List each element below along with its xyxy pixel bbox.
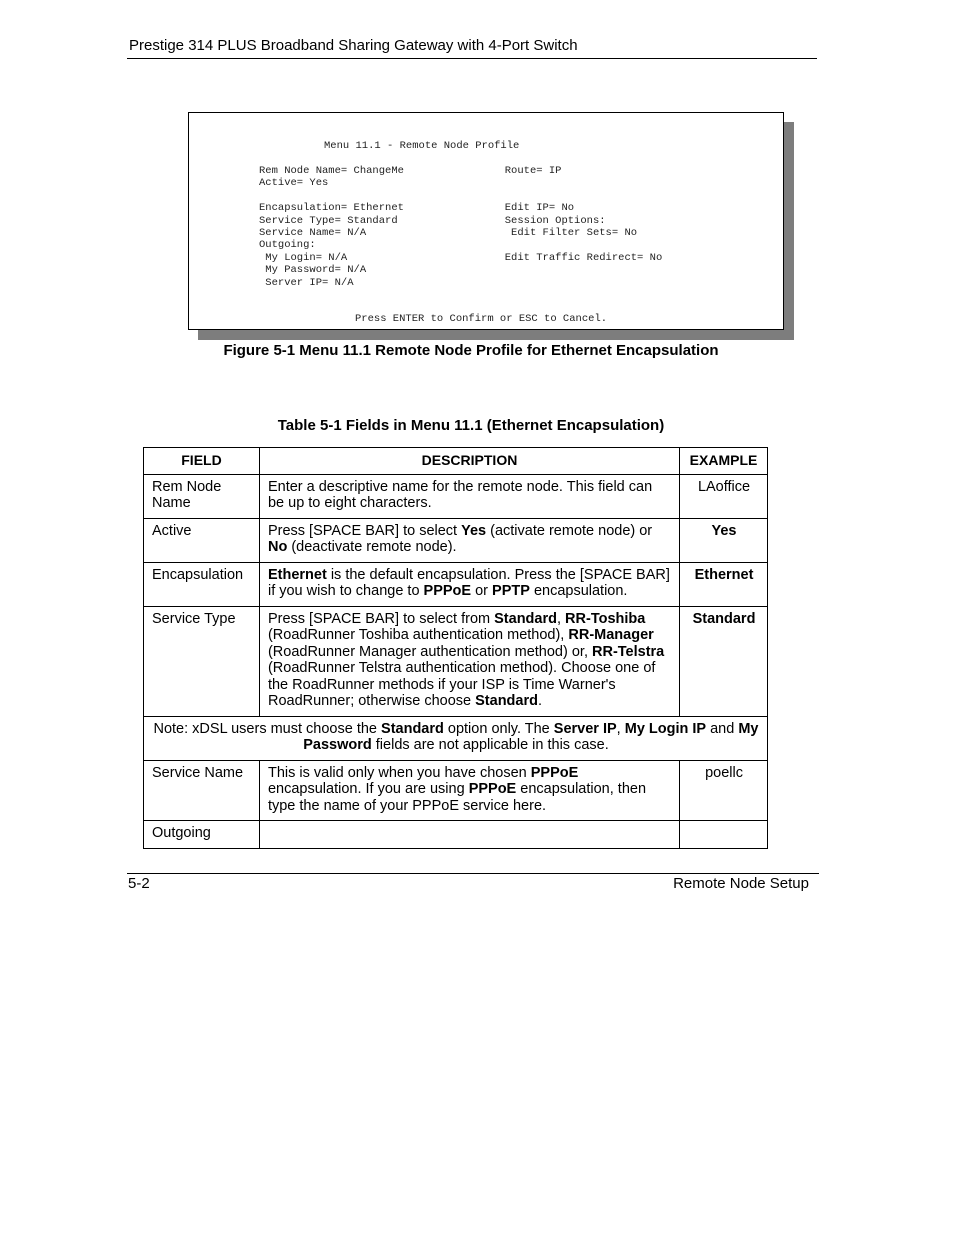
description-cell [259,606,679,716]
bold-term: PPTP [492,583,530,599]
text-run: (RoadRunner Manager authentication method) or, [267,643,592,660]
bold-term: Standard [494,610,557,627]
bold-term: No [267,539,288,555]
text-run: , [616,720,625,737]
fields-table [143,447,768,849]
text-run: Press [SPACE BAR] to select from [267,610,495,627]
field-cell: Rem Node Name [144,474,260,518]
bold-term: My Password [303,720,759,753]
text-run: , [556,610,566,627]
bold-term: Standard [475,693,538,709]
bold-term: Server IP [553,720,617,737]
text-run: encapsulation. If you are using [267,781,469,797]
text-run: This is valid only when you have chosen [267,764,531,781]
text-run: encapsulation. [529,583,628,599]
field-cell: Active [144,518,260,562]
example-cell: Standard [680,606,768,716]
field-cell: Encapsulation [144,562,260,606]
bold-term: RR-Manager [568,627,654,643]
screen-title: Menu 11.1 - Remote Node Profile [324,140,520,152]
bold-term: PPPoE [530,764,579,781]
screen-footer: Press ENTER to Confirm or ESC to Cancel. [355,313,608,325]
page-header-title: Prestige 314 PLUS Broadband Sharing Gateway with 4-Port Switch [129,37,578,54]
text-run: option only. The [443,720,554,737]
note-cell [144,716,768,760]
table-row [144,562,768,606]
header-field: FIELD [144,448,260,475]
figure-caption: Figure 5-1 Menu 11.1 Remote Node Profile for Ethernet Encapsulation [223,342,719,359]
text-run: and [706,720,739,737]
table-caption: Table 5-1 Fields in Menu 11.1 (Ethernet Encapsulation) [277,417,665,434]
field-cell: Outgoing [144,821,260,849]
screen-body: Rem Node Name= ChangeMe Route= IP Active= Yes Encapsulation= Ethernet Edit IP= No Service Type= Standard Session Options: Service Name= N/A Edit Filter Sets= No Outgoing: My Login= N/A Edit Traffic Redirect= No My Password= N/A Server IP= N/A [259,165,663,289]
text-run: (deactivate remote node). [287,539,457,555]
text-run: (RoadRunner Telstra authentication method). Choose one of the RoadRunner methods if your ISP is Time Warner's RoadRunner; otherwise choose [267,660,656,709]
header-example: EXAMPLE [680,448,768,475]
bold-term: RR-Telstra [592,643,665,660]
example-cell: LAoffice [680,474,768,518]
field-cell: Service Name [144,760,260,821]
bold-term: PPPoE [468,781,517,797]
text-run: Note: xDSL users must choose the [153,720,382,737]
text-run: is the default encapsulation. Press the [SPACE BAR] if you wish to change to [267,566,670,599]
example-cell: Yes [680,518,768,562]
table-row [144,821,768,849]
text-run: (activate remote node) or [486,522,653,539]
text-run: . [537,693,542,709]
header-description: DESCRIPTION [259,448,679,475]
field-cell: Service Type [144,606,260,716]
terminal-screen [188,112,784,330]
text-run: (RoadRunner Toshiba authentication method), [267,627,569,643]
table-header-row [144,448,768,475]
example-cell: Ethernet [680,562,768,606]
description-cell [259,562,679,606]
footer-divider [127,873,819,874]
page-number: 5-2 [128,875,150,892]
menu-screen-figure [188,112,784,330]
text-run: Enter a descriptive name for the remote node. This field can be up to eight characters. [267,478,653,511]
example-cell [680,821,768,849]
description-cell [259,518,679,562]
description-cell [259,474,679,518]
text-run: encapsulation, then type the name of your PPPoE service here. [267,781,647,814]
table-row [144,760,768,821]
table-row [144,606,768,716]
text-run: Press [SPACE BAR] to select [267,522,462,539]
text-run: or [471,583,493,599]
header-divider [127,58,817,59]
table-body [144,474,768,848]
example-cell: poellc [680,760,768,821]
chapter-title: Remote Node Setup [673,875,809,892]
description-cell [259,821,679,849]
description-cell [259,760,679,821]
bold-term: PPPoE [423,583,472,599]
bold-term: Standard [381,720,444,737]
text-run: fields are not applicable in this case. [371,737,609,753]
table-note-row [144,716,768,760]
bold-term: Ethernet [267,566,327,583]
table-row [144,518,768,562]
bold-term: Yes [461,522,487,539]
bold-term: My Login IP [624,720,707,737]
bold-term: RR-Toshiba [565,610,646,627]
table-row [144,474,768,518]
